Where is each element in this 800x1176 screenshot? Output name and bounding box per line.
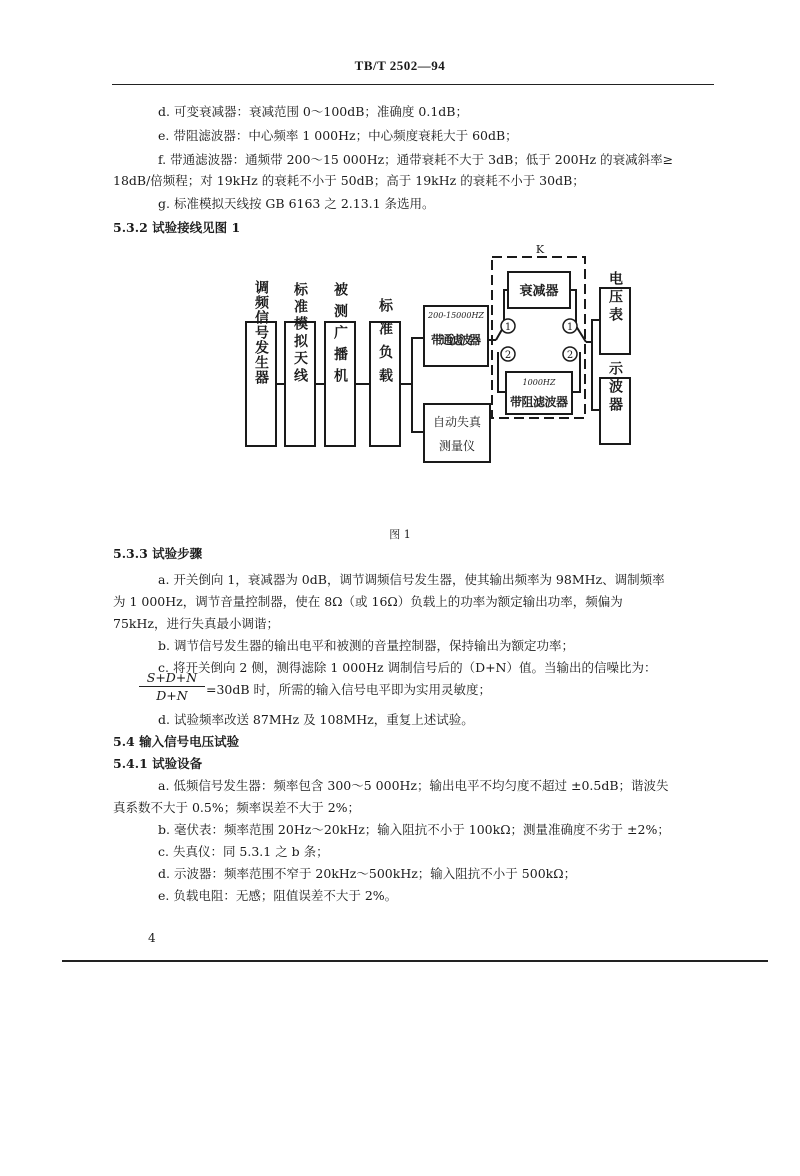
- switch-left-pos-1: 1: [504, 322, 512, 333]
- step-a-line2: 为 1 000Hz，调节音量控制器，使在 8Ω（或 16Ω）负载上的功率为额定输出功率，频偏为: [113, 594, 623, 609]
- std-antenna-label: 标准模拟天线: [292, 282, 308, 382]
- fm-generator-label: 调频信号发生器: [253, 280, 269, 384]
- attenuator-label: 衰减器: [519, 284, 559, 299]
- switch-right-pos-2: 2: [566, 350, 574, 361]
- equipment-a-line1: a. 低频信号发生器：频率包含 300～5 000Hz；输出电平不均匀度不超过 ±0.5dB；谐波失: [158, 778, 669, 793]
- list-item-f-line2: 18dB/倍频程；对 19kHz 的衰耗不小于 50dB；高于 19kHz 的衰耗不小于 30dB；: [113, 173, 585, 188]
- snr-fraction: [139, 670, 205, 703]
- bandpass-range-label: 200-15000HZ: [428, 311, 484, 320]
- std-load-label: 标准负载: [377, 298, 393, 382]
- footer-rule: [62, 960, 768, 962]
- step-c-line1: c. 将开关倒向 2 侧，测得滤除 1 000Hz 调制信号后的（D+N）值。当输出的信噪比为：: [158, 660, 657, 675]
- wiring-diagram: [0, 236, 800, 526]
- step-d: d. 试验频率改送 87MHz 及 108MHz，重复上述试验。: [158, 712, 474, 727]
- oscilloscope-label: 示波器: [607, 361, 623, 411]
- distortion-meter-box: [424, 404, 490, 462]
- radio-under-test-label: 被测广播机: [332, 282, 348, 382]
- step-a-line3: 75kHz，进行失真最小调谐；: [113, 616, 279, 631]
- equipment-b: b. 毫伏表：频率范围 20Hz～20kHz；输入阻抗不小于 100kΩ；测量准确度不劣于 ±2%；: [158, 822, 670, 837]
- equipment-a-line2: 真系数不大于 0.5%；频率误差不大于 2%；: [113, 800, 361, 815]
- equipment-e: e. 负载电阻：无感；阻值误差不大于 2%。: [158, 888, 398, 903]
- std-load-box: [370, 322, 400, 446]
- equipment-c: c. 失真仪：同 5.3.1 之 b 条；: [158, 844, 329, 859]
- snr-numerator: S+D+N: [139, 670, 205, 687]
- switch-right-pos-1: 1: [566, 322, 574, 333]
- page-number: 4: [148, 931, 156, 945]
- snr-denominator: D+N: [156, 688, 188, 703]
- equipment-d: d. 示波器：频率范围不窄于 20kHz～500kHz；输入阻抗不小于 500kΩ；: [158, 866, 577, 881]
- radio-under-test-box: [325, 322, 355, 446]
- section-heading-5-4: 5.4 输入信号电压试验: [113, 734, 240, 749]
- step-a-line1: a. 开关倒向 1，衰减器为 0dB，调节调频信号发生器，使其输出频率为 98MHz、调制频率: [158, 572, 665, 587]
- distortion-meter-line1: 自动失真: [432, 415, 482, 429]
- bandstop-name-label: 带阻滤波器: [510, 395, 568, 409]
- switch-k-label: K: [535, 243, 545, 256]
- step-c-line2: =30dB 时，所需的输入信号电平即为实用灵敏度；: [206, 682, 492, 697]
- list-item-g: g. 标准模拟天线按 GB 6163 之 2.13.1 条选用。: [158, 196, 435, 211]
- voltmeter-label: 电压表: [607, 271, 623, 321]
- list-item-e: e. 带阻滤波器：中心频率 1 000Hz；中心频度衰耗大于 60dB；: [158, 128, 518, 143]
- section-heading-5-3-2: 5.3.2 试验接线见图 1: [113, 220, 241, 235]
- document-code-header: TB/T 2502—94: [354, 58, 446, 73]
- step-b: b. 调节信号发生器的输出电平和被测的音量控制器，保持输出为额定功率；: [158, 638, 574, 653]
- bandpass-name-label: 带通滤波器: [431, 333, 481, 347]
- section-heading-5-4-1: 5.4.1 试验设备: [113, 756, 203, 771]
- figure-caption: 图 1: [389, 528, 411, 541]
- distortion-meter-line2: 测量仪: [438, 439, 476, 453]
- bandstop-freq-label: 1000HZ: [522, 378, 556, 387]
- header-rule: [112, 84, 714, 85]
- section-heading-5-3-3: 5.3.3 试验步骤: [113, 546, 203, 561]
- switch-left-pos-2: 2: [504, 350, 512, 361]
- list-item-d: d. 可变衰减器：衰减范围 0～100dB；准确度 0.1dB；: [158, 104, 468, 119]
- list-item-f-line1: f. 带通滤波器：通频带 200～15 000Hz；通带衰耗不大于 3dB；低于 200Hz 的衰减斜率≥: [158, 152, 674, 167]
